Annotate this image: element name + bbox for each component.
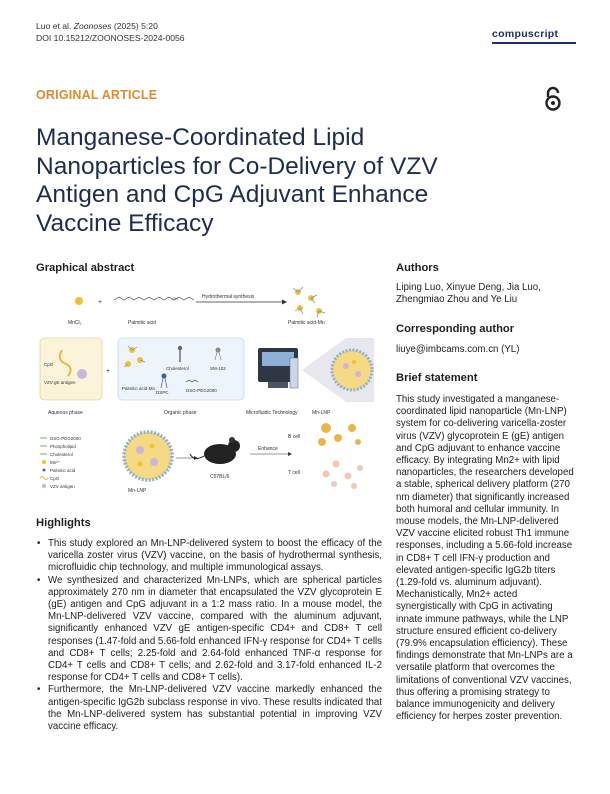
svg-text:Enhance: Enhance [258, 446, 278, 452]
brief-statement-heading: Brief statement [396, 372, 478, 384]
svg-text:C57BL/6: C57BL/6 [210, 474, 230, 480]
svg-text:SM-102: SM-102 [210, 366, 226, 371]
highlight-item: • Furthermore, the Mn-LNP-delivered VZV vaccine markedly enhanced the antigen-specific IgG2b subclass response in vivo. These results indicated that the Mn-LNP-delivered system has substantial potential in improving VZV vaccine efficacy. [36, 684, 382, 733]
svg-text:CpG: CpG [44, 362, 54, 367]
open-access-icon [543, 86, 563, 112]
graphical-abstract-figure [36, 278, 380, 502]
authors-heading: Authors [396, 262, 439, 274]
corresponding-author-heading: Corresponding author [396, 323, 515, 335]
corresponding-email[interactable]: liuye@imbcams.com.cn (YL) [396, 344, 520, 355]
highlights-list [36, 538, 382, 733]
svg-text:Cholesterol: Cholesterol [50, 452, 73, 457]
doi: DOI 10.15212/ZOONOSES-2024-0056 [36, 33, 185, 43]
svg-text:B cell: B cell [288, 434, 301, 440]
svg-text:DSG-PEG2000: DSG-PEG2000 [50, 436, 81, 441]
microfluidic-device [258, 348, 298, 388]
t-cell-cluster [323, 461, 364, 490]
svg-text:OH: OH [172, 296, 178, 301]
svg-text:Phospholipid: Phospholipid [50, 444, 76, 449]
article-title: Manganese-Coordinated Lipid Nanoparticles for Co-Delivery of VZV Antigen and CpG Adjuvant Enhance Vaccine Efficacy [36, 124, 438, 237]
graphical-abstract-heading: Graphical abstract [36, 262, 135, 274]
svg-text:Hydrothermal synthesis: Hydrothermal synthesis [202, 294, 255, 300]
mn-lnp-large [124, 432, 172, 480]
svg-text:CpG: CpG [50, 476, 60, 481]
highlight-item: • We synthesized and characterized Mn-LNPs, which are spherical particles approximately 270 nm in diameter that encapsulated the VZV glycoprotein E (gE) antigen and CpG adjuvant in a 1:2 mass ratio. In a mouse model, the Mn-LNP-delivered VZV vaccine, compared with the aluminum adjuvant, significantly enhanced VZV gE antigen-specific CD4+ and CD8+ T cell responses (1.47-fold and 5.66-fold enhanced IFN-γ response for CD4+ T cells and CD8+ T cells; 2.25-fold and 2.64-fold enhanced TNF-α response for CD4+ T cells and CD8+ T cells; and 2.62-fold and 3.17-fold enhanced IL-2 response for CD4+ T cells and CD8+ T cells). [36, 575, 382, 685]
mn-lnp-particle [332, 350, 372, 390]
journal-header [36, 20, 185, 44]
svg-text:T cell: T cell [288, 470, 300, 476]
svg-text:Mn-LNP: Mn-LNP [312, 410, 331, 416]
svg-text:Microfluidic Technology: Microfluidic Technology [246, 410, 298, 416]
svg-text:Palmitic acid: Palmitic acid [50, 468, 76, 473]
svg-text:Cholesterol: Cholesterol [166, 366, 189, 371]
svg-text:Palmitic acid-Mn: Palmitic acid-Mn [288, 320, 325, 326]
palmitic-mn-clusters [293, 287, 325, 317]
svg-text:Mn²⁺: Mn²⁺ [50, 460, 61, 465]
palmitic-acid-chain [114, 297, 194, 300]
mncl2-icon [75, 297, 83, 305]
svg-text:+: + [106, 368, 111, 375]
b-cell-cluster [318, 423, 361, 446]
authors-list: Liping Luo, Xinyue Deng, Jia Luo, Zhengmiao Zhou and Ye Liu [396, 282, 541, 306]
mouse-icon [190, 437, 240, 464]
svg-text:VZV-gE antigen: VZV-gE antigen [44, 380, 76, 385]
highlight-item: • This study explored an Mn-LNP-delivered system to boost the efficacy of the varicella zoster virus (VZV) vaccine, on the basis of hydrothermal synthesis, microfluidic chip technology, and multiple immunological assays. [36, 538, 382, 575]
svg-text:Mn-LNP: Mn-LNP [128, 488, 147, 494]
legend [50, 436, 81, 489]
svg-text:DSPC: DSPC [156, 390, 169, 395]
svg-text:Organic phase: Organic phase [164, 410, 197, 416]
article-type: ORIGINAL ARTICLE [36, 88, 158, 102]
citation-line: Luo et al. Zoonoses (2025) 5:20 [36, 21, 158, 31]
brief-statement-text: This study investigated a manganese-coordinated lipid nanoparticle (Mn-LNP) system for co-delivering varicella-zoster virus (VZV) glycoprotein E (gE) antigen and CpG adjuvant to enhance vaccine efficacy. By integrating Mn2+ with lipid nanoparticles, the researchers developed a stable, spherical delivery platform (270 nm diameter) that significantly increased both humoral and cellular immunity. In mouse models, the Mn-LNP-delivered VZV vaccine elicited robust Th1 immune responses, including a 5.66-fold increase in CD8+ T cell IFN-γ production and elevated antigen-specific IgG2b titers (1.29-fold vs. aluminum adjuvant). Mechanistically, Mn2+ acted synergistically with CpG in activating innate immune pathways, while the LNP structure ensured efficient co-delivery (79.9% encapsulation efficiency). These findings demonstrate that Mn-LNPs are a versatile platform that overcomes the limitations of conventional VZV vaccines, thus offering a promising strategy to balance immunogenicity and delivery efficiency for herpes zoster prevention. [396, 394, 574, 723]
svg-text:MnCl₂: MnCl₂ [68, 320, 82, 326]
svg-text:Palmitic acid-Mn: Palmitic acid-Mn [122, 386, 156, 391]
plus-sign: + [98, 299, 103, 306]
svg-text:DSG-PEG2000: DSG-PEG2000 [186, 388, 217, 393]
svg-text:Palmitic acid: Palmitic acid [128, 320, 157, 326]
publisher-logo: compuscript [492, 28, 576, 46]
svg-text:VZV antigen: VZV antigen [50, 484, 75, 489]
highlights-heading: Highlights [36, 517, 91, 529]
svg-text:Aqueous phase: Aqueous phase [48, 410, 83, 416]
